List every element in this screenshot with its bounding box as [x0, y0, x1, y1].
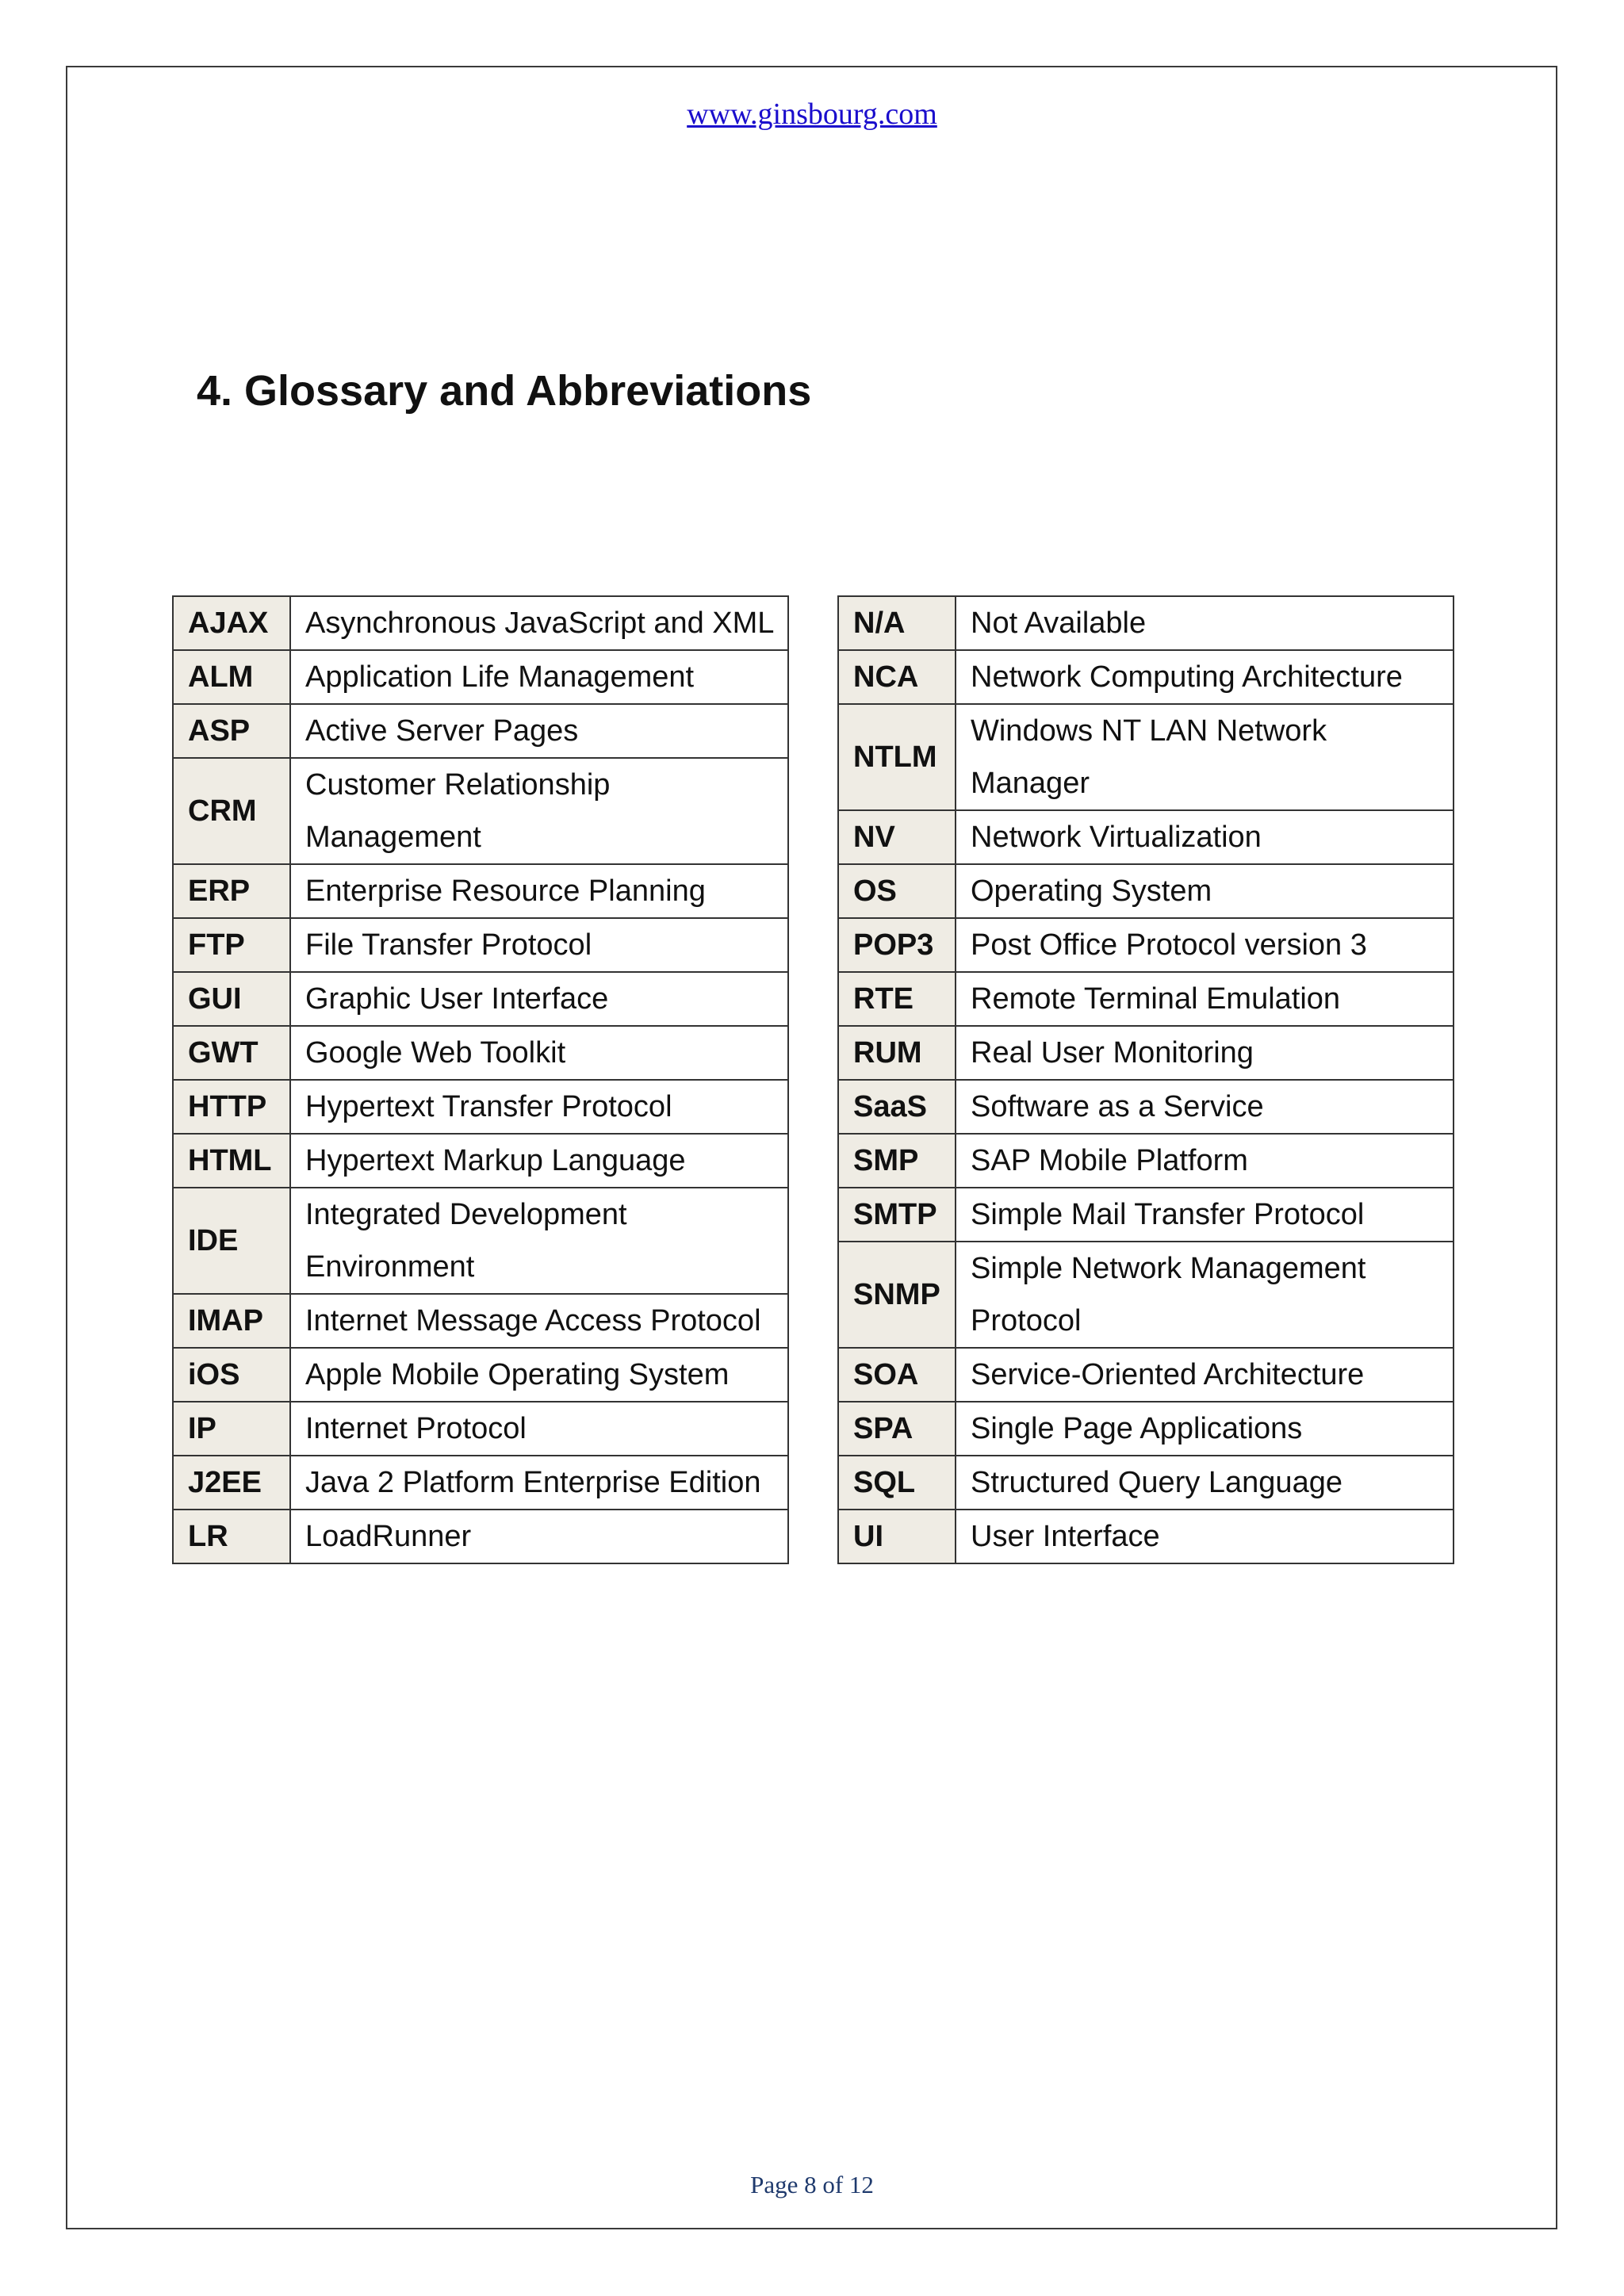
abbreviation-cell: LR: [173, 1510, 290, 1563]
abbreviation-cell: IP: [173, 1402, 290, 1456]
abbreviation-cell: NTLM: [838, 704, 956, 810]
table-row: [173, 650, 788, 704]
abbreviation-cell: RUM: [838, 1026, 956, 1080]
definition-cell: Internet Message Access Protocol: [290, 1294, 788, 1348]
definition-cell: Operating System: [956, 864, 1454, 918]
table-row: [838, 972, 1454, 1026]
abbreviation-cell: iOS: [173, 1348, 290, 1402]
definition-cell: Graphic User Interface: [290, 972, 788, 1026]
definition-cell: Active Server Pages: [290, 704, 788, 758]
table-row: [838, 864, 1454, 918]
table-row: [838, 1134, 1454, 1188]
table-row: [838, 1026, 1454, 1080]
definition-cell: Single Page Applications: [956, 1402, 1454, 1456]
table-row: [173, 972, 788, 1026]
abbreviation-cell: SNMP: [838, 1242, 956, 1348]
abbreviation-cell: SMP: [838, 1134, 956, 1188]
abbreviation-cell: HTML: [173, 1134, 290, 1188]
table-row: [838, 1348, 1454, 1402]
abbreviation-cell: POP3: [838, 918, 956, 972]
abbreviation-cell: OS: [838, 864, 956, 918]
definition-cell: Simple Mail Transfer Protocol: [956, 1188, 1454, 1242]
table-row: [838, 1242, 1454, 1348]
table-row: [838, 1188, 1454, 1242]
abbreviation-cell: NCA: [838, 650, 956, 704]
definition-cell: Network Computing Architecture: [956, 650, 1454, 704]
definition-cell: Java 2 Platform Enterprise Edition: [290, 1456, 788, 1510]
definition-cell: Google Web Toolkit: [290, 1026, 788, 1080]
abbreviation-cell: GWT: [173, 1026, 290, 1080]
abbreviation-cell: SMTP: [838, 1188, 956, 1242]
table-row: [173, 596, 788, 650]
definition-cell: Real User Monitoring: [956, 1026, 1454, 1080]
definition-cell: Not Available: [956, 596, 1454, 650]
table-row: [173, 1402, 788, 1456]
table-row: [838, 918, 1454, 972]
table-row: [173, 1080, 788, 1134]
definition-cell: Application Life Management: [290, 650, 788, 704]
abbreviation-cell: RTE: [838, 972, 956, 1026]
definition-cell: User Interface: [956, 1510, 1454, 1563]
abbreviation-cell: ALM: [173, 650, 290, 704]
table-row: [173, 918, 788, 972]
table-row: [173, 1456, 788, 1510]
page-number: Page 8 of 12: [750, 2171, 874, 2198]
abbreviation-cell: AJAX: [173, 596, 290, 650]
glossary-table-right: [837, 595, 1454, 1564]
table-row: [173, 1026, 788, 1080]
table-row: [173, 1188, 788, 1294]
definition-cell: Service-Oriented Architecture: [956, 1348, 1454, 1402]
abbreviation-cell: ERP: [173, 864, 290, 918]
abbreviation-cell: FTP: [173, 918, 290, 972]
definition-cell: Integrated Development Environment: [290, 1188, 788, 1294]
definition-cell: Hypertext Transfer Protocol: [290, 1080, 788, 1134]
abbreviation-cell: IMAP: [173, 1294, 290, 1348]
abbreviation-cell: ASP: [173, 704, 290, 758]
table-row: [173, 1348, 788, 1402]
table-row: [173, 864, 788, 918]
table-row: [173, 758, 788, 864]
abbreviation-cell: SaaS: [838, 1080, 956, 1134]
abbreviation-cell: SQL: [838, 1456, 956, 1510]
abbreviation-cell: N/A: [838, 596, 956, 650]
abbreviation-cell: HTTP: [173, 1080, 290, 1134]
definition-cell: File Transfer Protocol: [290, 918, 788, 972]
table-row: [838, 596, 1454, 650]
definition-cell: Simple Network Management Protocol: [956, 1242, 1454, 1348]
abbreviation-cell: CRM: [173, 758, 290, 864]
table-row: [173, 1134, 788, 1188]
definition-cell: Hypertext Markup Language: [290, 1134, 788, 1188]
abbreviation-cell: GUI: [173, 972, 290, 1026]
abbreviation-cell: J2EE: [173, 1456, 290, 1510]
definition-cell: Post Office Protocol version 3: [956, 918, 1454, 972]
abbreviation-cell: SPA: [838, 1402, 956, 1456]
table-row: [838, 1510, 1454, 1563]
definition-cell: Structured Query Language: [956, 1456, 1454, 1510]
table-row: [838, 810, 1454, 864]
table-row: [838, 1080, 1454, 1134]
definition-cell: Enterprise Resource Planning: [290, 864, 788, 918]
abbreviation-cell: IDE: [173, 1188, 290, 1294]
definition-cell: Windows NT LAN Network Manager: [956, 704, 1454, 810]
definition-cell: Asynchronous JavaScript and XML: [290, 596, 788, 650]
abbreviation-cell: SOA: [838, 1348, 956, 1402]
definition-cell: Software as a Service: [956, 1080, 1454, 1134]
definition-cell: Network Virtualization: [956, 810, 1454, 864]
table-row: [173, 704, 788, 758]
table-row: [838, 1402, 1454, 1456]
glossary-table-left: [172, 595, 789, 1564]
definition-cell: Remote Terminal Emulation: [956, 972, 1454, 1026]
definition-cell: LoadRunner: [290, 1510, 788, 1563]
definition-cell: Internet Protocol: [290, 1402, 788, 1456]
table-row: [838, 704, 1454, 810]
definition-cell: Customer Relationship Management: [290, 758, 788, 864]
table-row: [838, 650, 1454, 704]
abbreviation-cell: UI: [838, 1510, 956, 1563]
table-row: [173, 1294, 788, 1348]
definition-cell: Apple Mobile Operating System: [290, 1348, 788, 1402]
table-row: [173, 1510, 788, 1563]
abbreviation-cell: NV: [838, 810, 956, 864]
definition-cell: SAP Mobile Platform: [956, 1134, 1454, 1188]
table-row: [838, 1456, 1454, 1510]
page-title: 4. Glossary and Abbreviations: [197, 367, 812, 415]
website-link[interactable]: www.ginsbourg.com: [687, 98, 937, 131]
